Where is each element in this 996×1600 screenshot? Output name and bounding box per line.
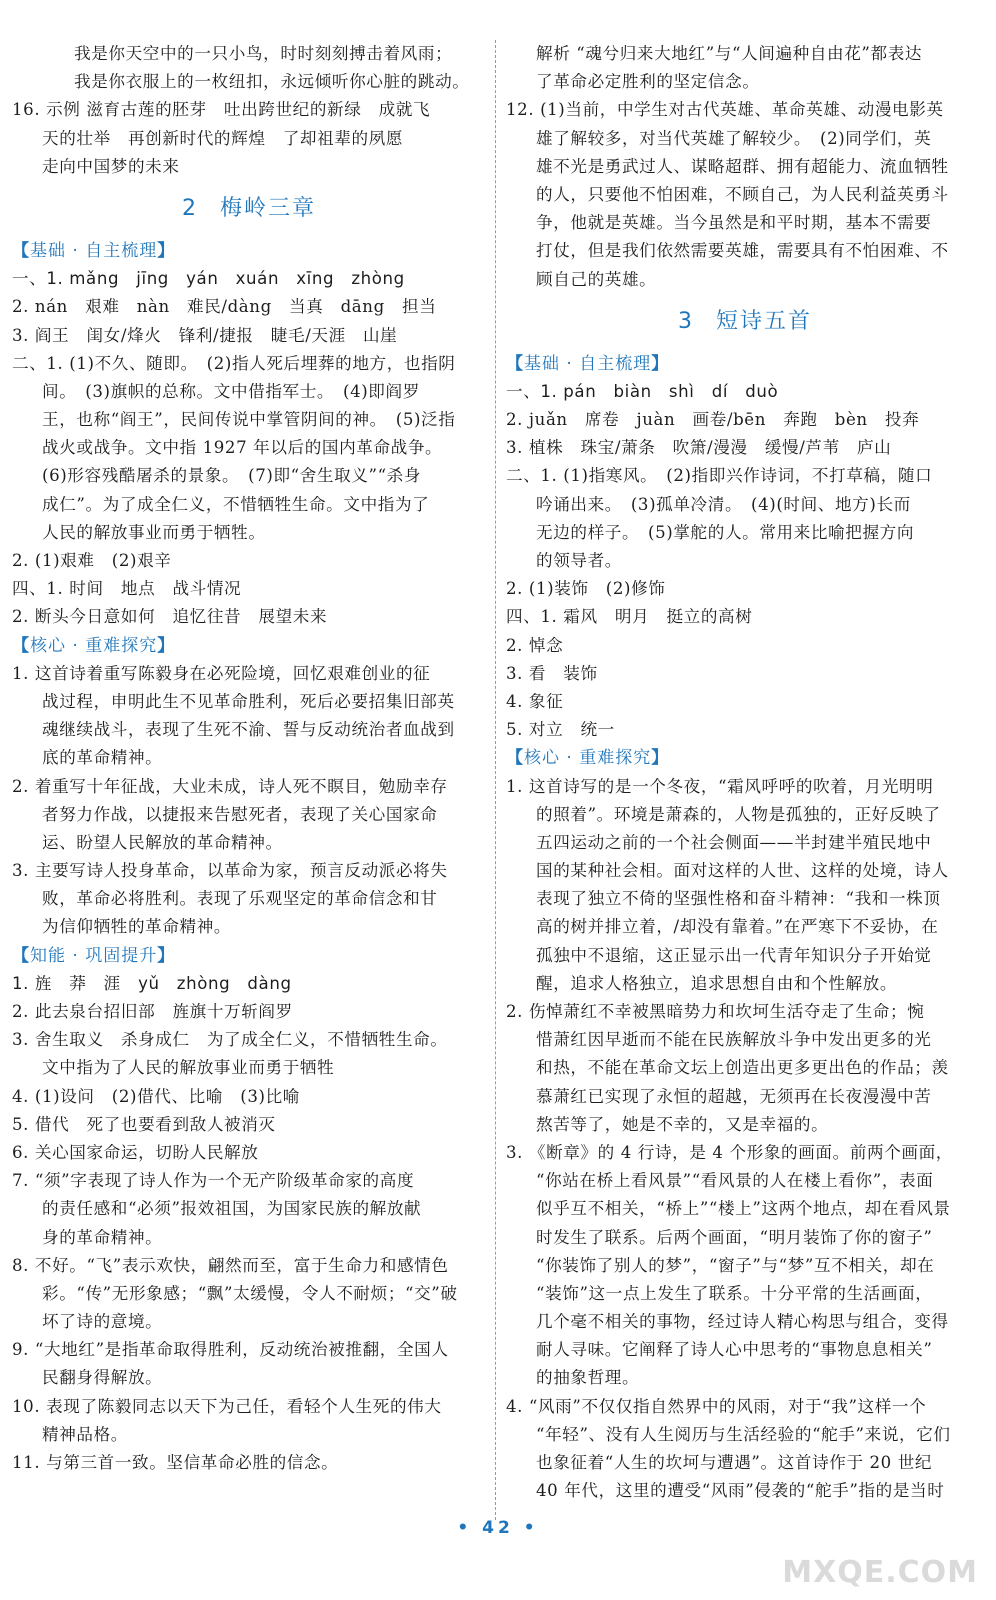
text-line: 9. “大地红”是指革命取得胜利，反动统治被推翻，全国人 [12,1340,449,1360]
text-line: 为信仰牺牲的革命精神。 [42,917,232,937]
subsection-heading [12,237,486,265]
text-line: 3. 舍生取义 杀身成仁 为了成全仁义，不惜牺牲生命。 [12,1030,448,1050]
text-line: 惜萧红因早逝而不能在民族解放斗争中发出更多的光 [536,1030,932,1050]
text-line: 的人，只要他不怕困难，不顾自己，为人民利益英勇斗 [536,184,949,204]
text-line: 战火或战争。文中指 1927 年以后的国内革命战争。 [42,438,443,458]
text-line: 底的革命精神。 [42,748,163,768]
section-number: 2 [181,195,198,221]
section-title-text: 短诗五首 [715,308,812,334]
text-line: 2. 伤悼萧红不幸被黑暗势力和坎坷生活夺走了生命；惋 [506,1002,925,1021]
dot-left: • [457,1518,473,1538]
text-line: 身的革命精神。 [42,1227,163,1247]
text-line: 我是你天空中的一只小鸟，时时刻刻搏击着风雨； [74,44,453,63]
right-column [506,40,984,1505]
text-line: 一、1. mǎng jīng yán xuán xīng zhòng [12,269,405,289]
bracket-close: 】 [157,945,176,966]
text-line: “装饰”这一点上发生了联系。十分平常的生活画面， [536,1283,933,1303]
text-line: 5. 对立 统一 [506,720,615,740]
watermark-logo: MXQE.COM [782,1555,978,1590]
subsection-heading-text: 基础 · 自主梳理 [524,353,652,374]
text-line: 10. 表现了陈毅同志以天下为己任，看轻个人生死的伟大 [12,1396,442,1416]
subsection-heading [506,350,984,378]
subsection-heading [12,942,486,970]
text-line: 雄了解较多，对当代英雄了解较少。 (2)同学们，英 [536,128,932,148]
bracket-open: 【 [12,240,30,261]
text-line: 4. 象征 [506,691,564,711]
text-line: 人民的解放事业而勇于牺牲。 [42,522,266,542]
text-line: 耐人寻味。它阐释了诗人心中思考的“事物息息相关” [536,1340,933,1360]
text-line: 我是你衣服上的一枚纽扣，永远倾听你心脏的跳动。 [74,72,470,92]
subsection-heading-text: 知能 · 巩固提升 [30,945,158,966]
text-line: 3. 《断章》的 4 行诗，是 4 个形象的画面。前两个画面， [506,1142,953,1162]
subsection-heading-text: 核心 · 重难探究 [524,748,652,769]
text-line: 解析 “魂兮归来大地红”与“人间遍种自由花”都表达 [536,44,923,63]
bracket-open: 【 [506,748,524,769]
text-line: 者努力作战，以捷报来告慰死者，表现了关心国家命 [42,804,438,824]
text-line: 3. 植株 珠宝/萧条 吹箫/漫漫 缓慢/芦苇 庐山 [506,438,892,458]
text-line: 8. 不好。“飞”表示欢快，翩然而至，富于生命力和感情色 [12,1255,449,1275]
text-line: 高的树并排立着，/却没有靠着。”在严寒下不妥协，在 [536,917,939,937]
text-line: 的领导者。 [536,551,622,570]
text-line: 魂继续战斗，表现了生死不渝、誓与反动统治者血战到 [42,720,455,740]
text-line: 2. (1)艰难 (2)艰辛 [12,551,172,570]
text-line: 11. 与第三首一致。坚信革命必胜的信念。 [12,1453,339,1472]
section-title [506,294,984,350]
text-line: 四、1. 时间 地点 战斗情况 [12,579,242,599]
text-line: 成仁”。为了成全仁义，不惜牺牲生命。文中指为了 [42,494,430,514]
text-line: 二、1. (1)指寒风。 (2)指即兴作诗词，不打草稿，随口 [506,466,933,486]
bracket-open: 【 [506,353,524,374]
section-number: 3 [677,308,694,334]
text-line: 天的壮举 再创新时代的辉煌 了却祖辈的夙愿 [42,128,404,148]
text-line: 3. 主要写诗人投身革命，以革命为家，预言反动派必将失 [12,861,448,881]
page-number: 42 [482,1518,514,1538]
text-line: 了革命必定胜利的坚定信念。 [536,72,760,92]
text-line: 坏了诗的意境。 [42,1312,163,1332]
bracket-close: 】 [651,748,670,769]
text-line: 五四运动之前的一个社会侧面——半封建半殖民地中 [536,832,932,852]
dot-right: • [523,1518,539,1538]
subsection-heading-text: 基础 · 自主梳理 [30,240,158,261]
text-line: 4. “风雨”不仅仅指自然界中的风雨，对于“我”这样一个 [506,1396,927,1416]
text-line: 2. 断头今日意如何 追忆往昔 展望未来 [12,607,328,627]
text-line: 也象征着“人生的坎坷与遭遇”。这首诗作于 20 世纪 [536,1453,933,1472]
subsection-heading-text: 核心 · 重难探究 [30,635,158,656]
text-line: 3. 阎王 闺女/烽火 锋利/捷报 睫毛/天涯 山崖 [12,325,398,345]
bracket-open: 【 [12,635,30,656]
text-line: 王，也称“阎王”，民间传说中掌管阴间的神。 (5)泛指 [42,410,456,430]
text-line: 吟诵出来。 (3)孤单冷清。 (4)(时间、地方)长而 [536,494,911,514]
text-line: 熬苦等了，她是不幸的，又是幸福的。 [536,1114,829,1134]
text-line: 彩。“传”无形象感；“飘”太缓慢，令人不耐烦；“交”破 [42,1283,458,1303]
section-title-text: 梅岭三章 [219,195,316,221]
text-line: 雄不光是勇武过人、谋略超群、拥有超能力、流血牺牲 [536,156,949,176]
text-line: 孤独中不退缩，这正显示出一代青年知识分子开始觉 [536,945,932,965]
text-line: 的抽象哲理。 [536,1368,640,1388]
text-line: 的照着”。环境是萧森的，人物是孤独的，正好反映了 [536,804,941,824]
text-line: 2. nán 艰难 nàn 难民/dàng 当真 dāng 担当 [12,297,437,317]
text-line: 争，他就是英雄。当今虽然是和平时期，基本不需要 [536,213,932,233]
text-line: 12. (1)当前，中学生对古代英雄、革命英雄、动漫电影英 [506,100,944,120]
text-line: 2. juǎn 席卷 juàn 画卷/bēn 奔跑 bèn 投奔 [506,410,920,430]
left-column [12,40,486,1477]
text-line: 2. (1)装饰 (2)修饰 [506,579,666,599]
text-line: 运、盼望人民解放的革命精神。 [42,832,283,852]
text-line: 国的某种社会相。面对这样的人世、这样的处境，诗人 [536,861,949,881]
text-line: 5. 借代 死了也要看到敌人被消灭 [12,1114,276,1134]
text-line: 精神品格。 [42,1424,128,1444]
text-line: 2. 悼念 [506,635,564,655]
text-line: 打仗，但是我们依然需要英雄，需要具有不怕困难、不 [536,241,949,261]
text-line: 慕萧红已实现了永恒的超越，无须再在长夜漫漫中苦 [536,1086,932,1106]
bracket-open: 【 [12,945,30,966]
text-line: 6. 关心国家命运，切盼人民解放 [12,1142,259,1162]
text-line: 顾自己的英雄。 [536,269,657,289]
text-line: 几个毫不相关的事物，经过诗人精心构思与组合，变得 [536,1312,949,1332]
subsection-heading [12,632,486,660]
bracket-close: 】 [651,353,670,374]
text-line: 走向中国梦的未来 [42,156,180,176]
text-line: 一、1. pán biàn shì dí duò [506,381,779,401]
page-footer [0,1518,996,1538]
text-line: 1. 这首诗着重写陈毅身在必死险境，回忆艰难创业的征 [12,663,431,683]
text-line: 民翻身得解放。 [42,1368,163,1388]
bracket-close: 】 [157,635,176,656]
text-line: “年轻”、没有人生阅历与生活经验的“舵手”来说，它们 [536,1424,951,1444]
text-line: 似乎互不相关，“桥上”“楼上”这两个地点，却在看风景 [536,1199,951,1219]
text-line: 40 年代，这里的遭受“风雨”侵袭的“舵手”指的是当时 [536,1481,945,1501]
text-line: 1. 这首诗写的是一个冬夜，“霜风呼呼的吹着，月光明明 [506,776,934,796]
column-divider [495,40,496,1520]
text-line: 的责任感和“必须”报效祖国，为国家民族的解放献 [42,1199,422,1219]
text-line: 3. 看 装饰 [506,663,598,683]
text-line: 文中指为了人民的解放事业而勇于牺牲 [42,1058,335,1078]
text-line: 16. 示例 滋育古莲的胚芽 吐出跨世纪的新绿 成就飞 [12,100,431,120]
text-line: “你装饰了别人的梦”，“窗子”与“梦”互不相关，却在 [536,1255,935,1275]
text-line: 无边的样子。 (5)掌舵的人。常用来比喻把握方向 [536,522,915,542]
text-line: 和热，不能在革命文坛上创造出更多更出色的作品；羡 [536,1058,949,1078]
bracket-close: 】 [157,240,176,261]
text-line: (6)形容残酷屠杀的景象。 (7)即“舍生取义”“杀身 [42,466,422,486]
text-line: 间。 (3)旗帜的总称。文中借指军士。 (4)即阎罗 [42,381,420,401]
text-line: 二、1. (1)不久、随即。 (2)指人死后埋葬的地方，也指阴 [12,353,456,373]
text-line: 四、1. 霜风 明月 挺立的高树 [506,607,753,627]
text-line: 败，革命必将胜利。表现了乐观坚定的革命信念和甘 [42,889,438,909]
text-line: 4. (1)设问 (2)借代、比喻 (3)比喻 [12,1086,300,1106]
text-line: 战过程，申明此生不见革命胜利，死后必要招集旧部英 [42,691,455,711]
text-line: 时发生了联系。后两个画面，“明月装饰了你的窗子” [536,1227,933,1247]
subsection-heading [506,744,984,772]
text-line: “你站在桥上看风景”“看风景的人在楼上看你”，表面 [536,1171,934,1191]
text-line: 醒，追求人格独立，追求思想自由和个性解放。 [536,973,898,993]
text-line: 2. 着重写十年征战，大业未成，诗人死不瞑目，勉励幸存 [12,776,448,796]
text-line: 表现了独立不倚的坚强性格和奋斗精神：“我和一株顶 [536,889,941,909]
text-line: 2. 此去泉台招旧部 旌旗十万斩阎罗 [12,1002,293,1021]
text-line: 1. 旌 莽 涯 yǔ zhòng dàng [12,973,292,993]
text-line: 7. “须”字表现了诗人作为一个无产阶级革命家的高度 [12,1171,415,1191]
section-title [12,181,486,237]
